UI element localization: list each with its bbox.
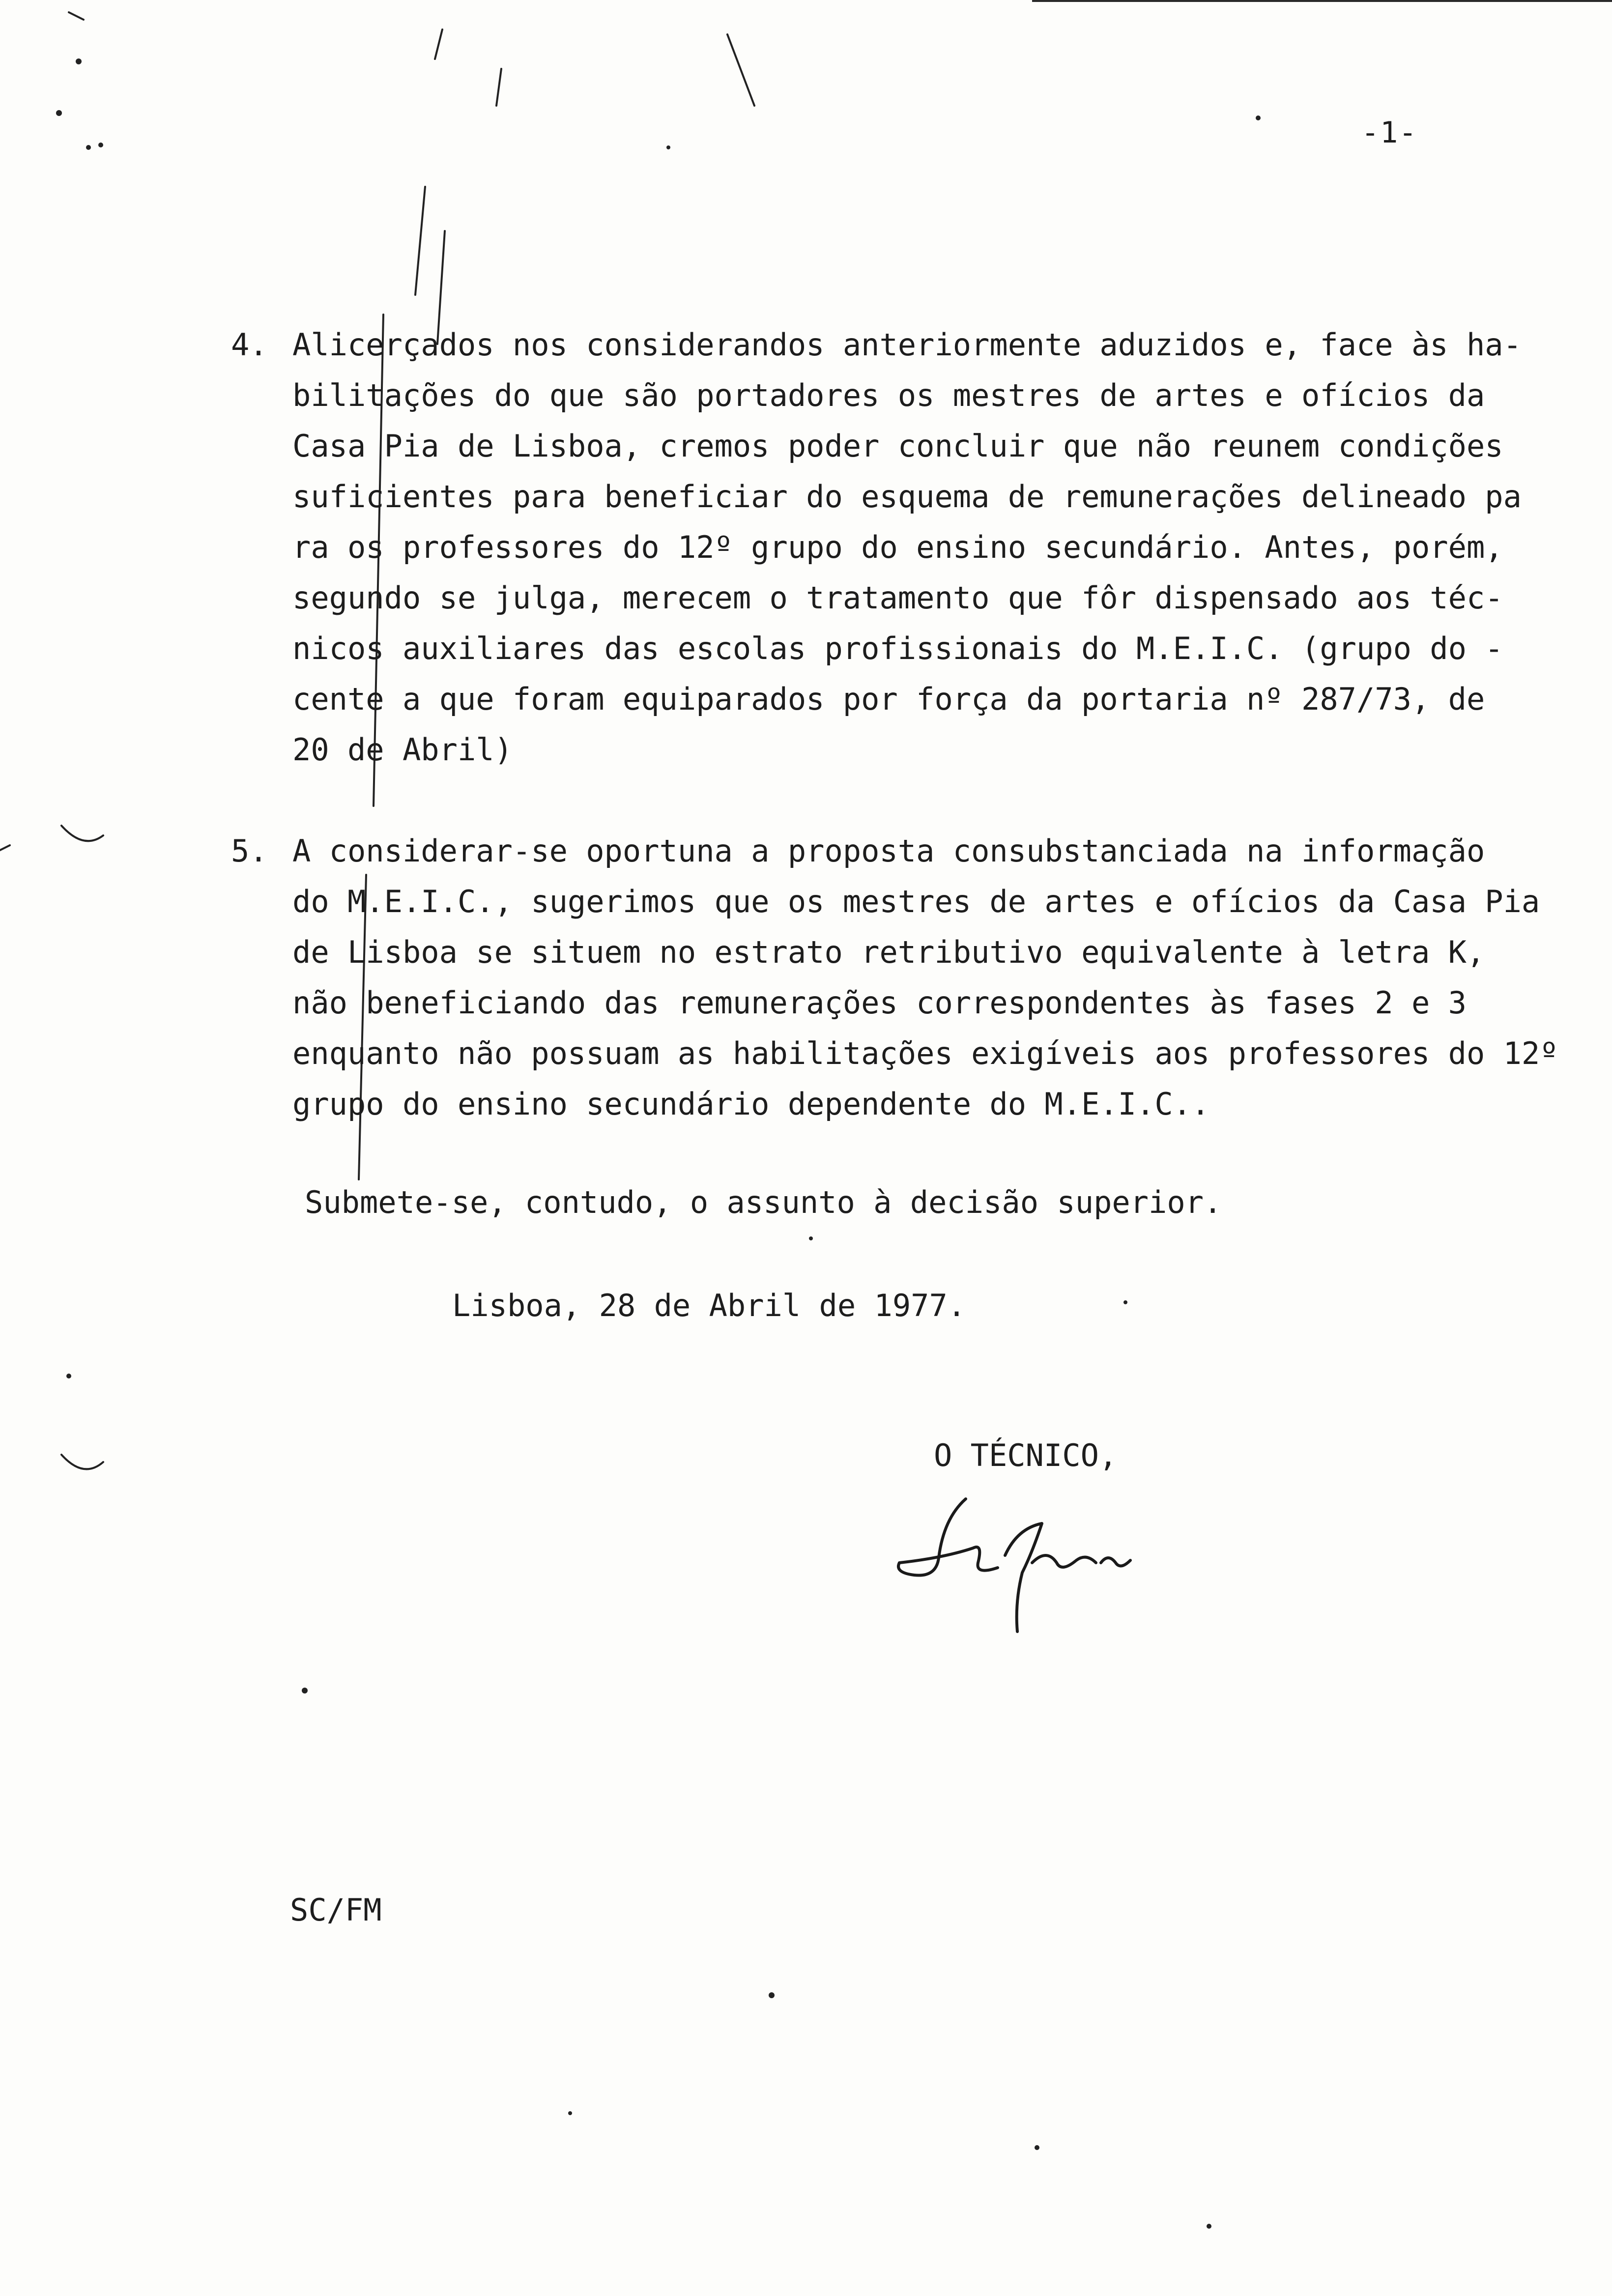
handwritten-signature [885,1489,1140,1636]
closing-statement: Submete-se, contudo, o assunto à decisão superior. [305,1184,1222,1220]
paragraph-line: bilitações do que são portadores os mestres de artes e ofícios da [292,377,1485,413]
paragraph-line: grupo do ensino secundário dependente do M.E.I.C.. [292,1086,1210,1122]
paragraph-line: ra os professores do 12º grupo do ensino secundário. Antes, porém, [292,529,1503,565]
paragraph-line: nicos auxiliares das escolas profissionais do M.E.I.C. (grupo do - [292,631,1503,666]
paragraph-4 [231,319,1522,775]
paragraph-line: A considerar-se oportuna a proposta consubstanciada na informação [292,833,1485,869]
paragraph-line: 20 de Abril) [292,732,513,768]
paragraph-number: 4. [231,327,268,363]
paragraph-line: do M.E.I.C., sugerimos que os mestres de artes e ofícios da Casa Pia [292,884,1540,919]
top-edge-line [1032,0,1612,2]
paragraph-line: enquanto não possuam as habilitações exigíveis aos professores do 12º [292,1035,1558,1071]
paragraph-5 [231,826,1558,1129]
paragraph-line: não beneficiando das remunerações correspondentes às fases 2 e 3 [292,985,1467,1021]
paragraph-body [292,319,1522,775]
paragraph-line: suficientes para beneficiar do esquema de remunerações delineado pa [292,479,1522,515]
paragraph-line: Casa Pia de Lisboa, cremos poder concluir que não reunem condições [292,428,1503,464]
paragraph-line: cente a que foram equiparados por força da portaria nº 287/73, de [292,681,1485,717]
paragraph-line: de Lisboa se situem no estrato retributivo equivalente à letra K, [292,934,1485,970]
page-number: -1- [1361,115,1418,150]
typist-initials: SC/FM [290,1892,382,1928]
paragraph-line: segundo se julga, merecem o tratamento que fôr dispensado aos téc- [292,580,1503,616]
signer-title: O TÉCNICO, [934,1437,1118,1473]
paragraph-body [292,826,1558,1129]
paragraph-number: 5. [231,833,268,869]
paragraph-line: Alicerçados nos considerandos anteriormente aduzidos e, face às ha- [292,327,1522,363]
dateline: Lisboa, 28 de Abril de 1977. [452,1288,966,1323]
